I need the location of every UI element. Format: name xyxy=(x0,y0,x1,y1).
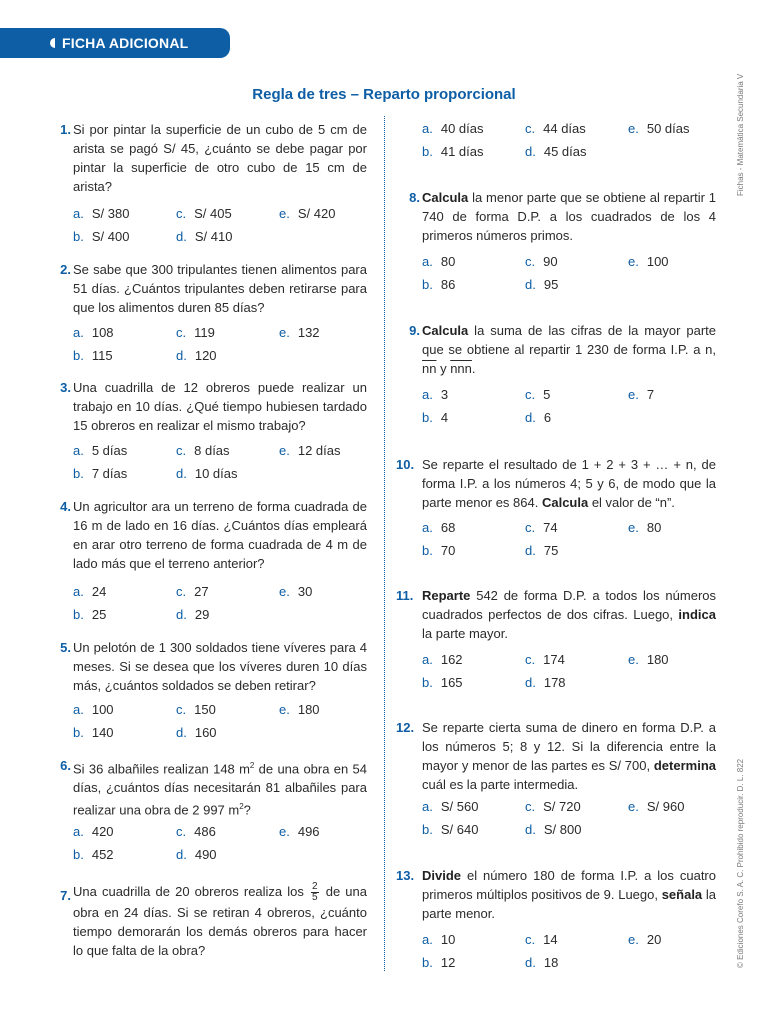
section-tab xyxy=(0,28,230,58)
option-c[interactable]: c. 44 días xyxy=(525,121,586,136)
question-text: Reparte 542 de forma D.P. a todos los números cuadrados perfectos de dos cifras. Luego, indica la parte mayor. xyxy=(422,588,716,641)
option-e[interactable]: e. 180 xyxy=(279,702,320,717)
option-d[interactable]: d. 18 xyxy=(525,955,559,970)
column-divider xyxy=(384,116,385,971)
question-8 xyxy=(409,188,716,245)
option-d[interactable]: d. 178 xyxy=(525,675,566,690)
question-number: 6. xyxy=(60,758,71,773)
option-d[interactable]: d. 160 xyxy=(176,725,217,740)
option-c[interactable]: c. S/ 720 xyxy=(525,799,581,814)
question-11 xyxy=(396,586,716,643)
question-2 xyxy=(60,260,367,317)
question-text: Se reparte el resultado de 1 + 2 + 3 + … + n, de forma I.P. a los números 4; 5 y 6, de modo que la parte menor es 864. Calcula el valor de “n”. xyxy=(422,457,716,510)
question-text: Si 36 albañiles realizan 148 $m^2$ de una obra en 54 días, ¿cuántos días necesitarán 81 albañiles para realizar una obra de 2 997 $m^2$? xyxy=(73,761,367,818)
question-number: 3. xyxy=(60,380,71,395)
question-text: Calcula la menor parte que se obtiene al repartir 1 740 de forma D.P. a los cuadrados de los 4 primeros números primos. xyxy=(422,190,716,243)
question-13 xyxy=(396,866,716,923)
question-text: Una cuadrilla de 12 obreros puede realizar un trabajo en 10 días. ¿Qué tiempo hubiesen tardado 15 obreros en realizar el mismo trabajo? xyxy=(73,380,367,433)
question-text: Divide el número 180 de forma I.P. a los cuatro primeros múltiplos positivos de 9. Luego, señala la parte menor. xyxy=(422,868,716,921)
page-title: Regla de tres – Reparto proporcional xyxy=(252,86,516,103)
option-a[interactable]: a. 10 xyxy=(422,932,456,947)
option-d[interactable]: d. 75 xyxy=(525,543,559,558)
question-number: 7. xyxy=(60,888,71,903)
option-e[interactable]: e. 7 xyxy=(628,387,655,402)
question-number: 11. xyxy=(396,588,414,603)
question-5 xyxy=(60,638,367,695)
option-a[interactable]: a. 5 días xyxy=(73,443,128,458)
option-a[interactable]: a. 3 xyxy=(422,387,449,402)
question-text: Se sabe que 300 tripulantes tienen alimentos para 51 días. ¿Cuántos tripulantes deben retirarse para que los alimentos duren 85 días? xyxy=(73,262,367,315)
question-7 xyxy=(60,881,367,960)
option-c[interactable]: c. 150 xyxy=(176,702,216,717)
question-text: Un pelotón de 1 300 soldados tiene víveres para 4 meses. Si se desea que los víveres duren 10 días más, ¿cuántos soldados se deben retirar? xyxy=(73,640,367,693)
option-a[interactable]: a. 24 xyxy=(73,584,107,599)
question-text: Un agricultor ara un terreno de forma cuadrada de 16 m de lado en 16 días. ¿Cuántos días empleará en arar otro terreno de forma cuadrada de 4 m de lado más que el terreno anterior? xyxy=(73,499,367,571)
question-number: 9. xyxy=(409,323,420,338)
option-a[interactable]: a. 162 xyxy=(422,652,463,667)
question-1 xyxy=(60,120,367,196)
option-b[interactable]: b. 86 xyxy=(422,277,456,292)
question-number: 1. xyxy=(60,122,71,137)
option-c[interactable]: c. 174 xyxy=(525,652,565,667)
question-text: Si por pintar la superficie de un cubo de 5 cm de arista se pagó S/ 45, ¿cuánto se debe pagar por pintar la superficie de otro cubo de 15 cm de arista? xyxy=(73,122,367,194)
question-number: 8. xyxy=(409,190,420,205)
option-d[interactable]: d. 95 xyxy=(525,277,559,292)
question-3 xyxy=(60,378,367,435)
tab-marker-icon xyxy=(50,38,55,48)
option-b[interactable]: b. 452 xyxy=(73,847,114,862)
option-c[interactable]: c. 14 xyxy=(525,932,558,947)
option-c[interactable]: c. 486 xyxy=(176,824,216,839)
option-b[interactable]: b. 115 xyxy=(73,348,113,363)
option-a[interactable]: a. 68 xyxy=(422,520,456,535)
option-d[interactable]: d. 29 xyxy=(176,607,210,622)
option-e[interactable]: e. S/ 960 xyxy=(628,799,685,814)
option-a[interactable]: a. 108 xyxy=(73,325,114,340)
question-number: 4. xyxy=(60,499,71,514)
question-number: 12. xyxy=(396,720,415,735)
sidebar-top-text: Fichas - Matemática Secundaria V xyxy=(736,73,745,196)
question-6 xyxy=(60,756,367,820)
option-c[interactable]: c. 8 días xyxy=(176,443,230,458)
option-c[interactable]: c. 5 xyxy=(525,387,551,402)
option-c[interactable]: c. 74 xyxy=(525,520,558,535)
sidebar-copyright-text: © Ediciones Corefo S. A. C. Prohibido reproducir. D. L. 822 xyxy=(736,758,745,968)
option-b[interactable]: b. 7 días xyxy=(73,466,128,481)
option-e[interactable]: e. 180 xyxy=(628,652,669,667)
question-number: 10. xyxy=(396,457,415,472)
option-a[interactable]: a. 420 xyxy=(73,824,114,839)
tab-label: FICHA ADICIONAL xyxy=(62,35,189,51)
option-d[interactable]: d. 45 días xyxy=(525,144,587,159)
option-d[interactable]: d. S/ 800 xyxy=(525,822,582,837)
option-a[interactable]: a. 40 días xyxy=(422,121,484,136)
option-b[interactable]: b. S/ 640 xyxy=(422,822,479,837)
question-9 xyxy=(409,321,716,378)
question-number: 5. xyxy=(60,640,71,655)
option-e[interactable]: e. 20 xyxy=(628,932,662,947)
fraction: $\frac{2}{5}$ xyxy=(312,881,318,904)
option-e[interactable]: e. S/ 420 xyxy=(279,206,336,221)
option-e[interactable]: e. 80 xyxy=(628,520,662,535)
option-c[interactable]: c. 119 xyxy=(176,325,215,340)
option-a[interactable]: a. S/ 380 xyxy=(73,206,130,221)
option-b[interactable]: b. 165 xyxy=(422,675,463,690)
option-e[interactable]: e. 100 xyxy=(628,254,669,269)
option-e[interactable]: e. 496 xyxy=(279,824,320,839)
option-a[interactable]: a. 80 xyxy=(422,254,456,269)
option-e[interactable]: e. 12 días xyxy=(279,443,341,458)
option-d[interactable]: d. 120 xyxy=(176,348,217,363)
option-b[interactable]: b. 70 xyxy=(422,543,456,558)
question-text: Calcula la suma de las cifras de la mayor parte que se obtiene al repartir 1 230 de forma I.P. a n, $\overline{nn}$ y $\overline{nnn}$. xyxy=(422,323,716,376)
option-e[interactable]: e. 50 días xyxy=(628,121,690,136)
option-b[interactable]: b. 4 xyxy=(422,410,449,425)
option-a[interactable]: a. S/ 560 xyxy=(422,799,479,814)
question-text: Se reparte cierta suma de dinero en forma D.P. a los números 5; 8 y 12. Si la diferencia entre la mayor y menor de las partes es S/ 700, determina cuál es la parte intermedia. xyxy=(422,720,716,792)
option-b[interactable]: b. 25 xyxy=(73,607,107,622)
option-c[interactable]: c. S/ 405 xyxy=(176,206,232,221)
option-d[interactable]: d. 10 días xyxy=(176,466,238,481)
option-d[interactable]: d. S/ 410 xyxy=(176,229,233,244)
question-4 xyxy=(60,497,367,573)
question-12 xyxy=(396,718,716,794)
question-number: 13. xyxy=(396,868,415,883)
question-number: 2. xyxy=(60,262,71,277)
option-d[interactable]: d. 6 xyxy=(525,410,552,425)
option-e[interactable]: e. 132 xyxy=(279,325,320,340)
question-10 xyxy=(396,455,716,512)
option-a[interactable]: a. 100 xyxy=(73,702,114,717)
question-text: Una cuadrilla de 20 obreros realiza los $\frac{2}{5}$ de una obra en 24 días. Si se retiran 4 obreros, ¿cuánto tiempo demorarán los demás obreros para hacer lo que falta de la obra? xyxy=(73,881,367,959)
option-b[interactable]: b. 12 xyxy=(422,955,456,970)
option-b[interactable]: b. 41 días xyxy=(422,144,484,159)
option-c[interactable]: c. 90 xyxy=(525,254,558,269)
option-d[interactable]: d. 490 xyxy=(176,847,217,862)
option-b[interactable]: b. 140 xyxy=(73,725,114,740)
option-e[interactable]: e. 30 xyxy=(279,584,313,599)
option-c[interactable]: c. 27 xyxy=(176,584,209,599)
option-b[interactable]: b. S/ 400 xyxy=(73,229,130,244)
